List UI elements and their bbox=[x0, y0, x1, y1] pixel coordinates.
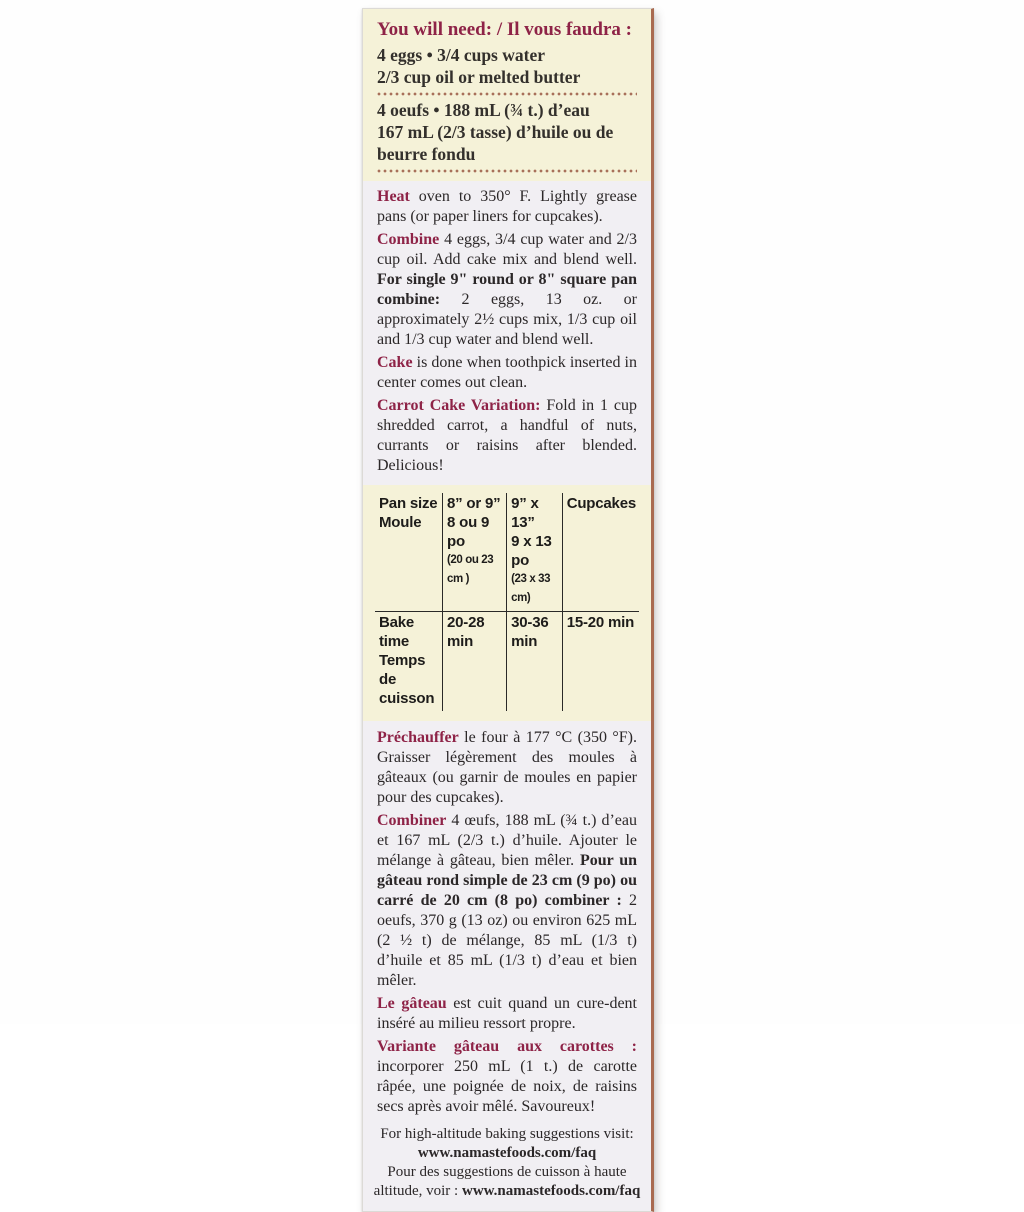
table-cell-line: Temps de bbox=[379, 652, 426, 688]
paragraph-lead: Heat bbox=[377, 188, 410, 205]
paragraph-text: 4 œufs, 188 mL (¾ t.) d’eau et 167 mL (2/3 t.) d’huile. Ajouter le mélange à gâteau, bien mêler. bbox=[377, 812, 637, 869]
table-cell bbox=[443, 612, 507, 712]
paragraph-lead: Le gâteau bbox=[377, 995, 447, 1012]
paragraph-lead: Carrot Cake Variation: bbox=[377, 397, 541, 414]
paragraph-text: incorporer 250 mL (1 t.) de carotte râpée, une poignée de noix, de raisins secs après avoir mêlé. Savoureux! bbox=[377, 1058, 637, 1115]
paragraph-carrot bbox=[377, 396, 637, 476]
pan-size-bake-time-table bbox=[375, 493, 639, 711]
table-cell bbox=[507, 612, 563, 712]
paragraph-lead: Combiner bbox=[377, 812, 447, 829]
table-cell bbox=[443, 493, 507, 612]
paragraph-text: 2 eggs, 13 oz. or approximately 2½ cups mix, 1/3 cup oil and 1/3 cup water and blend well. bbox=[377, 291, 637, 348]
paragraph-text: Fold in 1 cup shredded carrot, a handful of nuts, currants or raisins after blended. Delicious! bbox=[377, 397, 637, 474]
paragraph-text: 2 oeufs, 370 g (13 oz) ou environ 625 mL (2 ½ t) de mélange, 85 mL (1/3 t) d’huile et 85 mL (1/3 t) d’eau et bien mêler. bbox=[377, 892, 637, 989]
table-cell-line: Pan size bbox=[379, 495, 438, 512]
paragraph-cake bbox=[377, 353, 637, 393]
ingredients-english-lines bbox=[377, 44, 637, 88]
table-cell-line: (20 ou 23 cm ) bbox=[447, 554, 494, 585]
table-cell-line: Bake time bbox=[379, 614, 415, 650]
table-cell-line: 30-36 min bbox=[511, 614, 549, 650]
table-cell-line: (23 x 33 cm) bbox=[511, 573, 551, 604]
table-cell-line: Cupcakes bbox=[566, 495, 636, 512]
table-row bbox=[375, 612, 639, 712]
instructions-english-section bbox=[363, 181, 651, 483]
table-cell-line: 15-20 min bbox=[566, 614, 635, 631]
paragraph-text: oven to 350° F. Lightly grease pans (or paper liners for cupcakes). bbox=[377, 188, 637, 225]
text-line: 167 mL (2/3 tasse) d’huile ou de bbox=[377, 122, 614, 142]
paragraph-prechauffer bbox=[377, 728, 637, 808]
ingredients-title: You will need: / Il vous faudra : bbox=[377, 19, 632, 40]
table-cell bbox=[375, 612, 443, 712]
table-cell-line: 9” x 13” bbox=[511, 495, 539, 531]
paragraph-footer-en-url bbox=[373, 1144, 641, 1163]
paragraph-text: www.namastefoods.com/faq bbox=[417, 1145, 597, 1161]
paragraph-lead: Combine bbox=[377, 231, 440, 248]
table-cell-line: 8” or 9” bbox=[447, 495, 501, 512]
paragraph-lead: Cake bbox=[377, 354, 413, 371]
table-row bbox=[375, 493, 639, 612]
table-cell bbox=[507, 493, 563, 612]
paragraph-text: Pour des suggestions de cuisson à haute altitude, voir : bbox=[373, 1164, 627, 1199]
table-cell-line: Moule bbox=[379, 514, 422, 531]
paragraph-text: For single 9" round or 8" square pan combine: bbox=[377, 271, 637, 308]
paragraph-gateau bbox=[377, 994, 637, 1034]
paragraph-footer-fr bbox=[373, 1163, 641, 1201]
paragraph-text: Pour un gâteau rond simple de 23 cm (9 po) ou carré de 20 cm (8 po) combiner : bbox=[377, 852, 637, 909]
table-cell bbox=[562, 493, 639, 612]
table-cell-line: 8 ou 9 po bbox=[447, 514, 490, 550]
pan-table-section bbox=[363, 485, 651, 721]
cake-mix-box-side-panel bbox=[362, 8, 654, 1212]
text-line: 4 eggs • 3/4 cups water bbox=[377, 45, 545, 65]
paragraph-text: www.namastefoods.com/faq bbox=[461, 1183, 641, 1199]
paragraph-text: est cuit quand un cure-dent inséré au milieu ressort propre. bbox=[377, 995, 637, 1032]
paragraph-lead: Variante gâteau aux carottes : bbox=[377, 1038, 637, 1055]
table-cell bbox=[562, 612, 639, 712]
table-cell bbox=[375, 493, 443, 612]
footer-section bbox=[363, 1120, 651, 1211]
paragraph-text: is done when toothpick inserted in center comes out clean. bbox=[377, 354, 637, 391]
table-cell-line: cuisson bbox=[379, 690, 435, 707]
table-cell-line: 9 x 13 po bbox=[511, 533, 552, 569]
text-line: 4 oeufs • 188 mL (¾ t.) d’eau bbox=[377, 100, 590, 120]
paragraph-text: For high-altitude baking suggestions visit: bbox=[380, 1126, 634, 1142]
text-line: 2/3 cup oil or melted butter bbox=[377, 67, 581, 87]
paragraph-combiner bbox=[377, 811, 637, 991]
paragraph-heat bbox=[377, 187, 637, 227]
dotted-separator bbox=[377, 92, 637, 96]
dotted-separator bbox=[377, 169, 637, 173]
ingredients-french-lines bbox=[377, 99, 637, 165]
paragraph-combine bbox=[377, 230, 637, 350]
paragraph-text: le four à 177 °C (350 °F). Graisser légèrement des moules à gâteaux (ou garnir de moules en papier pour des cupcakes). bbox=[377, 729, 637, 806]
table-cell-line: 20-28 min bbox=[447, 614, 485, 650]
paragraph-footer-en bbox=[373, 1125, 641, 1144]
pan-table-body bbox=[375, 493, 639, 711]
paragraph-lead: Préchauffer bbox=[377, 729, 459, 746]
paragraph-variante bbox=[377, 1037, 637, 1117]
instructions-french-section bbox=[363, 721, 651, 1117]
ingredients-section bbox=[363, 9, 651, 181]
text-line: beurre fondu bbox=[377, 144, 476, 164]
paragraph-text: 4 eggs, 3/4 cup water and 2/3 cup oil. Add cake mix and blend well. bbox=[377, 231, 637, 268]
